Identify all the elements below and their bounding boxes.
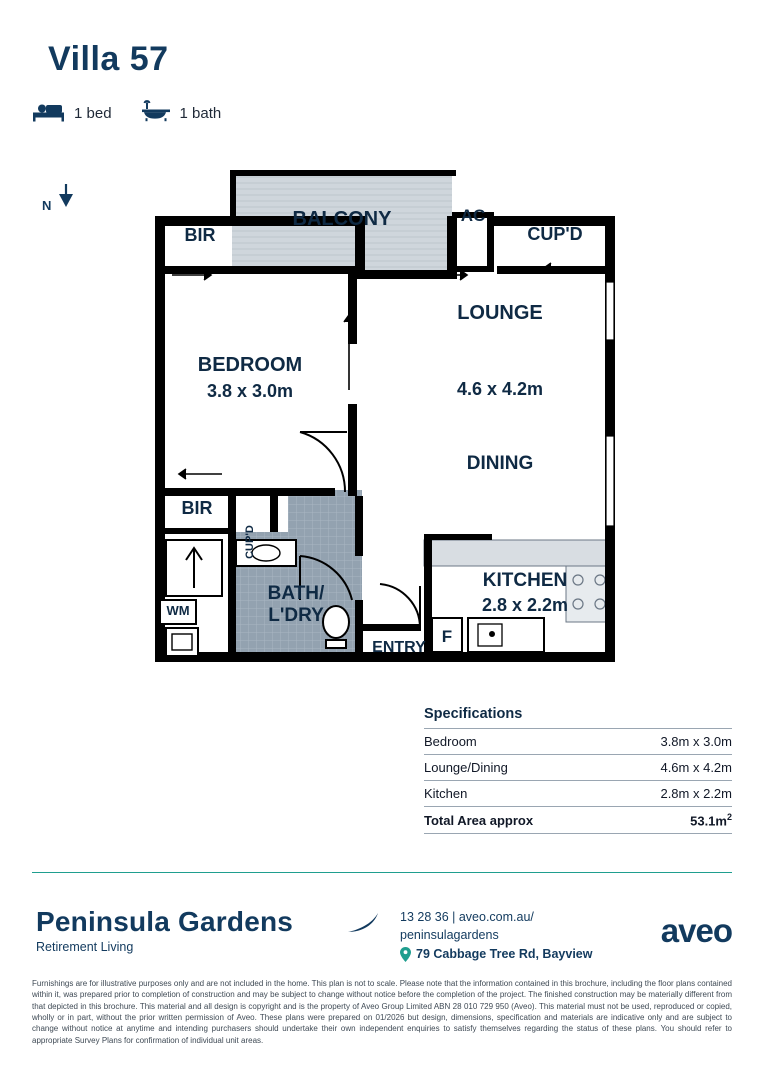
kitchen-bench-top xyxy=(424,540,612,566)
spec-total-value xyxy=(690,812,732,828)
aveo-logo: aveo xyxy=(660,912,732,949)
room-label-bir-lower: BIR xyxy=(181,498,213,518)
spec-value: 3.8m x 3.0m xyxy=(660,734,732,749)
spec-row-total-area xyxy=(424,806,732,834)
spec-value: 2.8m x 2.2m xyxy=(660,786,732,801)
room-dims-kitchen: 2.8 x 2.2m xyxy=(481,595,569,615)
spec-row-kitchen xyxy=(424,780,732,806)
spec-total-number: 53.1m xyxy=(690,813,727,829)
web-path-line[interactable]: peninsulagardens xyxy=(400,928,499,943)
room-label-bedroom: BEDROOM xyxy=(197,354,303,376)
map-pin-icon xyxy=(400,947,411,962)
disclaimer-text: Furnishings are for illustrative purposes only and are not included in the home. This plan is not to scale. Please note that the information contained in this brochure, including the floor plans contained within it, was prepared prior to completion of construction and may be subject to change without notice before the completion of the project. The finished construction may be materially different from that depicted in this brochure. This material and all design is copyright and is the property of Aveo Group Limited ABN 28 010 729 950 (Aveo). This material must not be used, reproduced or copied, wholly or in part, without the prior written permission of Aveo. These plans were prepared on 01/2026 but design, dimensions, specification and materials are indicative only and are subject to change without notice at anytime and intending purchasers should undertake their own independent enquiries to satisfy themselves regarding the status of these plans. You should refer to appropriate Survey Plans for confirmation of individual unit areas. xyxy=(32,979,732,1045)
spec-total-unit: 2 xyxy=(726,812,732,822)
spec-name: Bedroom xyxy=(424,734,477,749)
contact-block xyxy=(400,908,592,963)
spec-row-bedroom xyxy=(424,728,732,754)
bath-count-label: 1 bath xyxy=(179,104,222,122)
spec-row-lounge-dining xyxy=(424,754,732,780)
phone-web-line[interactable]: 13 28 36 | aveo.com.au/ xyxy=(400,910,534,924)
compass-label: N xyxy=(42,198,52,213)
brand-tagline: Retirement Living xyxy=(36,940,134,954)
specifications-table xyxy=(424,706,732,834)
room-label-laundry: L'DRY xyxy=(268,605,324,626)
room-label-fridge: F xyxy=(441,627,453,646)
leaf-icon xyxy=(346,912,380,934)
room-label-wm: WM xyxy=(166,603,190,618)
room-label-bir-top: BIR xyxy=(184,225,216,245)
room-label-entry: ENTRY xyxy=(372,639,426,656)
room-label-cupd-lower: CUP'D xyxy=(244,525,256,559)
spec-total-label: Total Area approx xyxy=(424,813,534,829)
page-title: Villa 57 xyxy=(48,40,169,78)
room-dims-lounge: 4.6 x 4.2m xyxy=(456,379,544,399)
spec-name: Lounge/Dining xyxy=(424,760,508,775)
footer xyxy=(32,898,732,968)
specifications-heading: Specifications xyxy=(424,706,523,722)
room-dims-bedroom: 3.8 x 3.0m xyxy=(206,381,294,401)
room-label-bath: BATH/ xyxy=(267,583,325,604)
room-label-balcony: BALCONY xyxy=(292,208,392,230)
spec-name: Kitchen xyxy=(424,786,468,801)
brand-name: Peninsula Gardens xyxy=(36,906,294,937)
bed-count-label: 1 bed xyxy=(74,104,112,122)
room-label-kitchen: KITCHEN xyxy=(482,570,568,591)
spec-value: 4.6m x 4.2m xyxy=(660,760,732,775)
room-label-cupd-top: CUP'D xyxy=(527,224,583,244)
room-label-dining: DINING xyxy=(466,453,534,474)
hall-floor xyxy=(288,490,362,534)
room-label-lounge: LOUNGE xyxy=(457,302,543,324)
address-line xyxy=(400,945,592,963)
address-text: 79 Cabbage Tree Rd, Bayview xyxy=(416,947,593,962)
brand-block xyxy=(36,906,293,954)
room-label-ac: AC xyxy=(460,206,486,225)
footer-divider xyxy=(32,872,732,873)
